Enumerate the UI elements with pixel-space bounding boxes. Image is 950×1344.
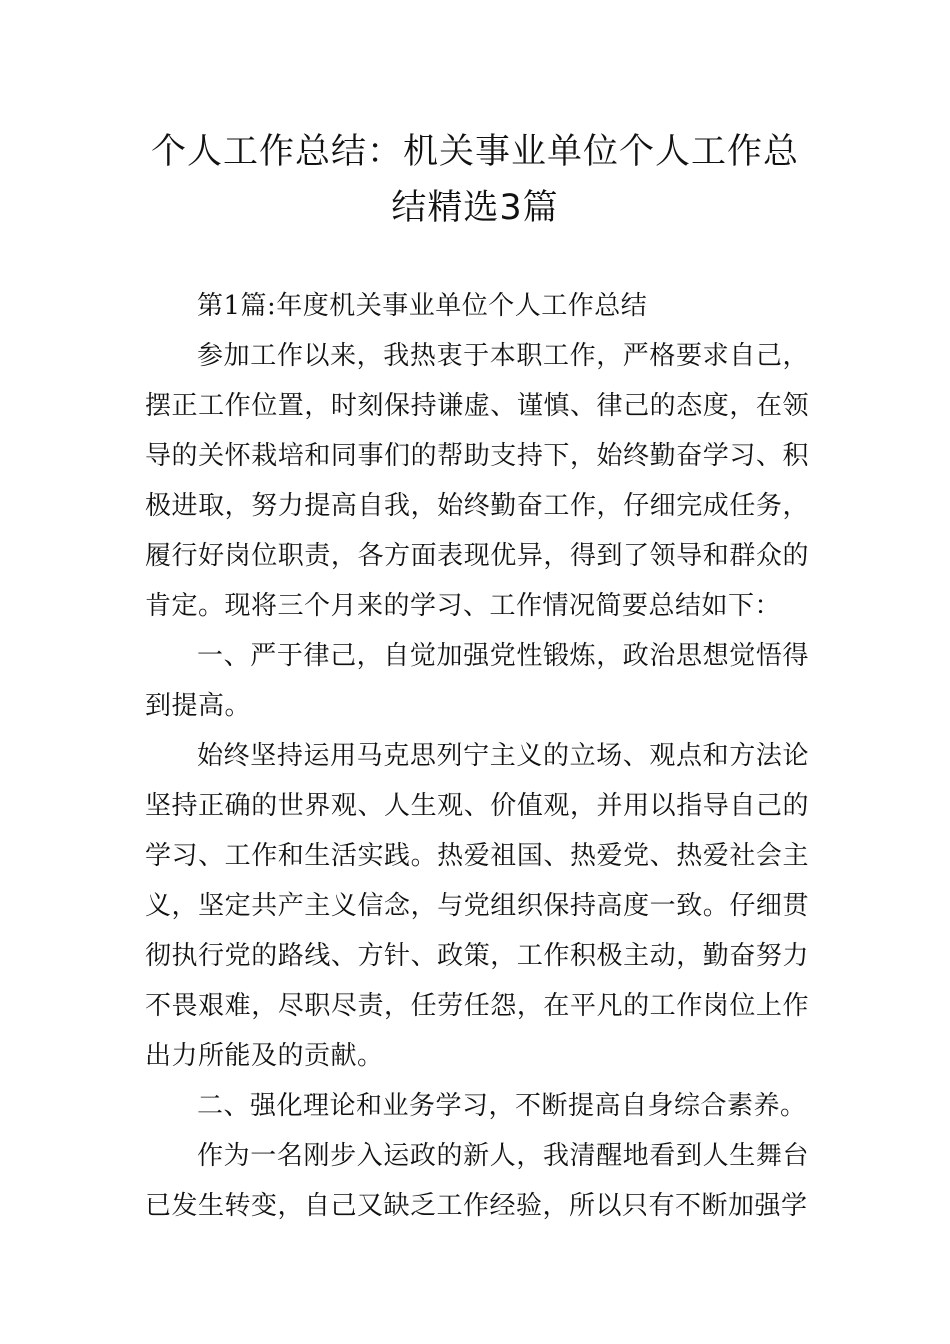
paragraph: 始终坚持运用马克思列宁主义的立场、观点和方法论坚持正确的世界观、人生观、价值观，并用以指导自己的学习、工作和生活实践。热爱祖国、热爱党、热爱社会主义，坚定共产主义信念，与党组织保持高度一致。仔细贯彻执行党的路线、方针、政策，工作积极主动，勤奋努力不畏艰难，尽职尽责，任劳任怨，在平凡的工作岗位上作出力所能及的贡献。 (145, 741, 809, 1071)
title-line-2: 结精选3篇 (391, 188, 559, 228)
document-body (145, 281, 809, 1231)
paragraph: 作为一名刚步入运政的新人，我清醒地看到人生舞台已发生转变，自己又缺乏工作经验，所以只有不断加强学 (145, 1141, 809, 1221)
paragraph: 一、严于律己，自觉加强党性锻炼，政治思想觉悟得到提高。 (145, 641, 809, 721)
document-title (120, 124, 830, 236)
title-line-1: 个人工作总结：机关事业单位个人工作总 (150, 132, 799, 172)
section-heading: 第1篇:年度机关事业单位个人工作总结 (197, 291, 648, 321)
paragraph: 二、强化理论和业务学习，不断提高自身综合素养。 (197, 1091, 807, 1121)
paragraph: 参加工作以来，我热衷于本职工作，严格要求自己，摆正工作位置，时刻保持谦虚、谨慎、律己的态度，在领导的关怀栽培和同事们的帮助支持下，始终勤奋学习、积极进取，努力提高自我，始终勤奋工作，仔细完成任务，履行好岗位职责，各方面表现优异，得到了领导和群众的肯定。现将三个月来的学习、工作情况简要总结如下： (145, 341, 809, 621)
